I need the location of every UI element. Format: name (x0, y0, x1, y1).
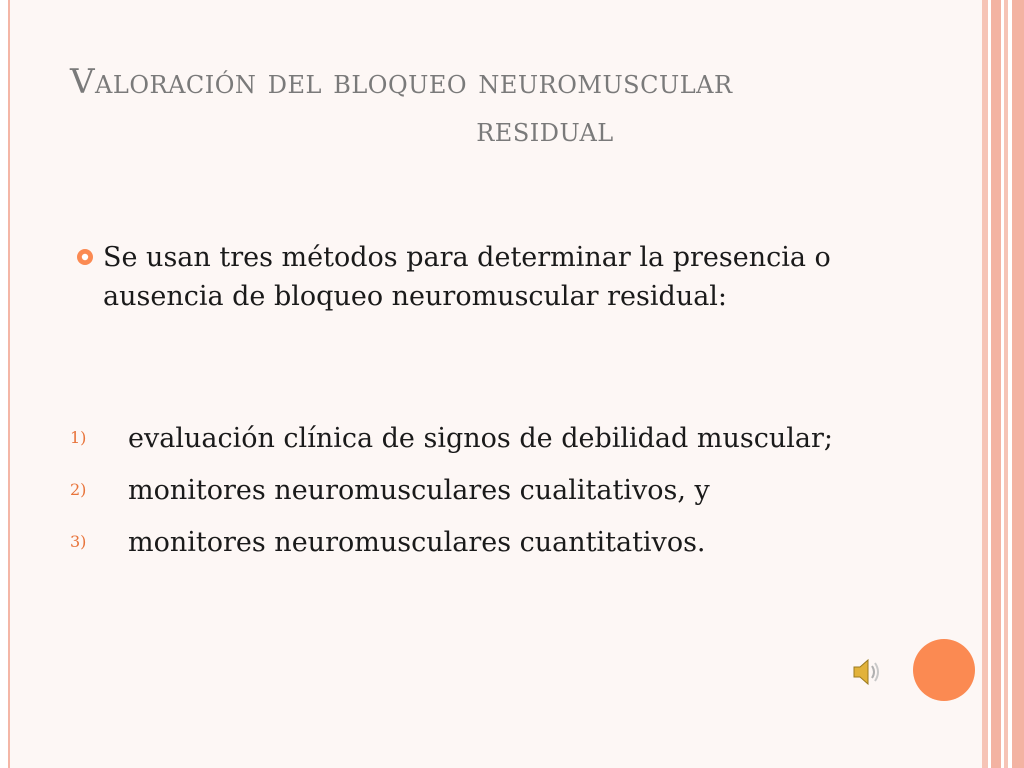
main-bullet (76, 238, 866, 316)
list-item-text: monitores neuromusculares cualitativos, y (128, 475, 710, 506)
numbered-list (70, 420, 870, 576)
orange-circle-icon (913, 639, 975, 701)
list-item (70, 524, 870, 562)
right-stripe-1 (982, 0, 988, 768)
list-number: 2) (70, 480, 87, 499)
list-item-text: evaluación clínica de signos de debilidad muscular; (128, 423, 833, 454)
list-number: 1) (70, 428, 87, 447)
circle-bullet-icon (76, 248, 94, 266)
right-stripe-3 (1004, 0, 1008, 768)
right-stripe-4 (1012, 0, 1024, 768)
right-stripe-2 (991, 0, 1001, 768)
list-item (70, 420, 870, 458)
speaker-icon[interactable] (848, 654, 884, 690)
list-item-text: monitores neuromusculares cuantitativos. (128, 527, 706, 558)
list-number: 3) (70, 532, 87, 551)
list-item (70, 472, 870, 510)
title-line-2: residual (476, 110, 614, 150)
slide (8, 0, 984, 768)
bullet-text: Se usan tres métodos para determinar la presencia o ausencia de bloqueo neuromuscular residual: (103, 242, 831, 312)
slide-title (70, 58, 930, 154)
title-line-1: Valoración del bloqueo neuromuscular (70, 62, 733, 102)
